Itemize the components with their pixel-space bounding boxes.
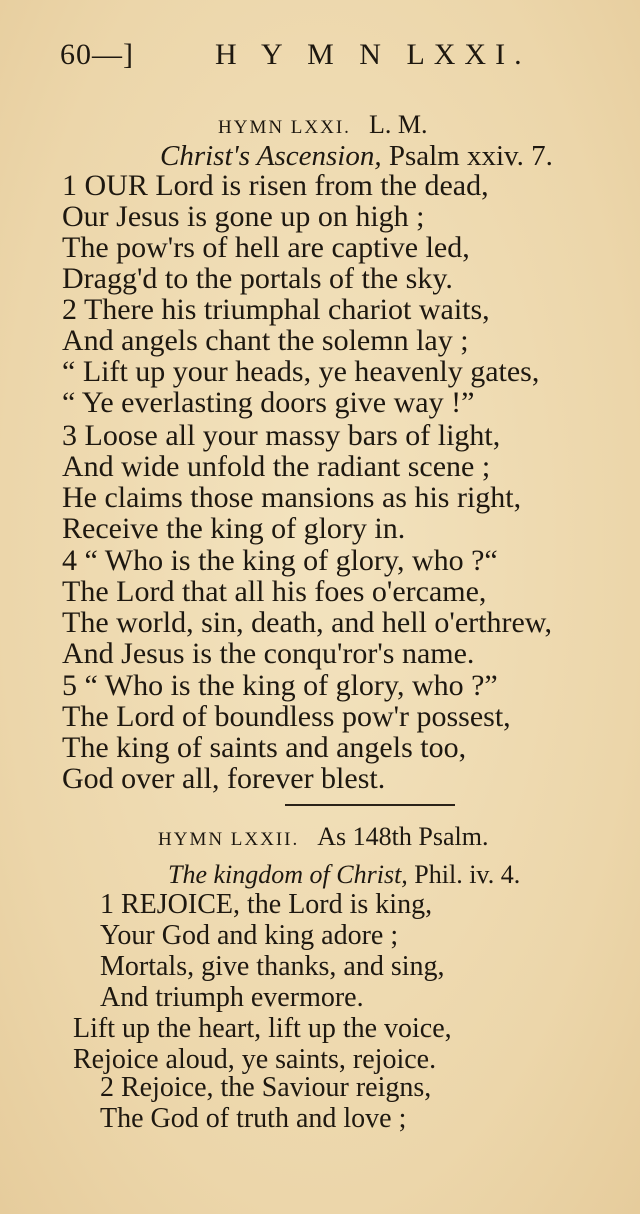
hymn71-subtitle-ref: Psalm xxiv. 7.	[388, 140, 553, 172]
hymn71-verse-2	[62, 294, 539, 418]
hymn72-subtitle	[168, 860, 520, 890]
verse-line: Your God and king adore ;	[100, 920, 399, 951]
verse-line: The Lord of boundless pow'r possest,	[62, 700, 511, 733]
hymn72-subtitle-ref: Phil. iv. 4.	[414, 860, 521, 889]
hymn72-subtitle-title: The kingdom of Christ,	[168, 860, 408, 889]
verse-line: The pow'rs of hell are captive led,	[62, 231, 470, 264]
verse-line: Our Jesus is gone up on high ;	[62, 200, 425, 233]
hymn71-verse-5	[62, 670, 511, 794]
hymn72-heading	[158, 822, 488, 852]
verse-line: The Lord that all his foes o'ercame,	[62, 575, 487, 608]
verse-line: 5 “ Who is the king of glory, who ?”	[62, 669, 498, 702]
running-title: H Y M N LXXI.	[215, 38, 531, 71]
hymn72-number: HYMN LXXII.	[158, 829, 300, 850]
verse-line: And triumph evermore.	[100, 982, 364, 1013]
verse-line: 1 REJOICE, the Lord is king,	[100, 889, 433, 920]
verse-line: The world, sin, death, and hell o'erthrew,	[62, 606, 552, 639]
verse-line: 4 “ Who is the king of glory, who ?“	[62, 544, 498, 577]
verse-line: And angels chant the solemn lay ;	[62, 324, 469, 357]
verse-line: 2 Rejoice, the Saviour reigns,	[100, 1072, 432, 1103]
verse-line: Mortals, give thanks, and sing,	[100, 951, 445, 982]
hymn72-verse-1a	[100, 889, 445, 1013]
verse-line: Dragg'd to the portals of the sky.	[62, 262, 453, 295]
hymn72-meter: As 148th Psalm.	[317, 822, 489, 851]
hymn71-verse-3	[62, 420, 521, 544]
verse-line: Rejoice aloud, ye saints, rejoice.	[73, 1044, 437, 1075]
hymn72-verse-2	[100, 1072, 431, 1134]
verse-line: The king of saints and angels too,	[62, 731, 467, 764]
hymn71-verse-1	[62, 170, 489, 294]
verse-line: The God of truth and love ;	[100, 1103, 407, 1134]
hymn71-heading	[218, 110, 427, 140]
running-head	[60, 38, 531, 72]
verse-line: Receive the king of glory in.	[62, 512, 406, 545]
verse-line: “ Lift up your heads, ye heavenly gates,	[62, 355, 540, 388]
section-divider	[285, 804, 455, 806]
hymn71-verse-4	[62, 545, 552, 669]
hymn72-verse-1b	[73, 1013, 452, 1075]
page-number: 60—]	[60, 38, 134, 71]
verse-line: He claims those mansions as his right,	[62, 481, 522, 514]
verse-line: And Jesus is the conqu'ror's name.	[62, 637, 475, 670]
verse-line: Lift up the heart, lift up the voice,	[73, 1013, 452, 1044]
verse-line: And wide unfold the radiant scene ;	[62, 450, 491, 483]
hymn71-meter: L. M.	[368, 110, 428, 139]
hymn71-subtitle-title: Christ's Ascension,	[160, 140, 382, 172]
verse-line: 2 There his triumphal chariot waits,	[62, 293, 490, 326]
verse-line: “ Ye everlasting doors give way !”	[62, 386, 475, 419]
verse-line: 1 OUR Lord is risen from the dead,	[62, 169, 489, 202]
verse-line: God over all, forever blest.	[62, 762, 386, 795]
hymn71-number: HYMN LXXI.	[218, 117, 351, 138]
verse-line: 3 Loose all your massy bars of light,	[62, 419, 501, 452]
